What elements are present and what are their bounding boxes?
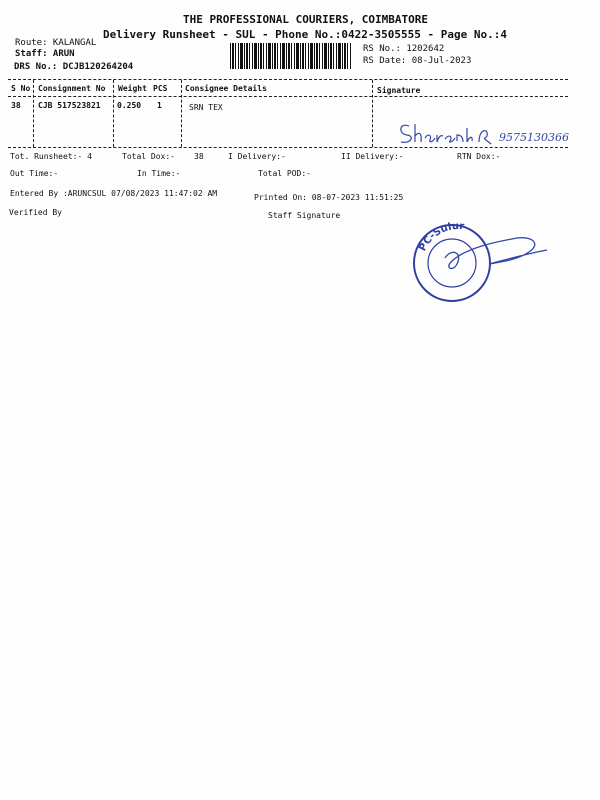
signature-phone: 9575130366 xyxy=(499,131,569,144)
printed-on: Printed On: 08-07-2023 11:51:25 xyxy=(254,193,404,202)
route-label: Route: KALANGAL xyxy=(15,38,97,48)
rs-date: RS Date: 08-Jul-2023 xyxy=(363,56,472,66)
rs-number: RS No.: 1202642 xyxy=(363,44,445,54)
row-consignment: CJB 517523821 xyxy=(38,101,101,110)
header-sno: S No xyxy=(11,84,31,93)
out-time: Out Time:- xyxy=(10,169,59,178)
row-weight: 0.250 xyxy=(117,101,142,110)
total-dox-label: Total Dox:- xyxy=(122,152,175,161)
barcode xyxy=(230,43,352,69)
rtn-dox: RTN Dox:- xyxy=(457,152,501,161)
header-pcs: PCS xyxy=(153,84,168,93)
table-top-rule xyxy=(8,79,568,80)
staff-label: Staff: ARUN xyxy=(15,49,75,59)
col-divider xyxy=(181,80,182,147)
header-consignee: Consignee Details xyxy=(185,84,267,93)
in-time: In Time:- xyxy=(137,169,181,178)
verified-by: Verified By xyxy=(9,208,62,217)
i-delivery: I Delivery:- xyxy=(228,152,286,161)
company-title: THE PROFESSIONAL COURIERS, COIMBATORE xyxy=(183,13,429,26)
row-consignee: SRN TEX xyxy=(189,103,223,112)
total-pod: Total POD:- xyxy=(258,169,311,178)
runsheet-subtitle: Delivery Runsheet - SUL - Phone No.:0422-3505555 - Page No.:4 xyxy=(103,28,507,41)
receiver-signature xyxy=(395,116,570,150)
tot-runsheet: Tot. Runsheet:- 4 xyxy=(10,152,92,161)
stamp-text: PC-Sulur xyxy=(417,220,465,254)
header-signature: Signature xyxy=(377,86,421,95)
header-weight: Weight xyxy=(118,84,147,93)
office-stamp xyxy=(405,218,555,308)
row-pcs: 1 xyxy=(157,101,162,110)
drs-number: DRS No.: DCJB120264204 xyxy=(14,62,134,72)
col-divider xyxy=(113,80,114,147)
entered-by: Entered By :ARUNCSUL 07/08/2023 11:47:02 AM xyxy=(10,189,218,198)
row-sno: 38 xyxy=(11,101,21,110)
table-header-rule xyxy=(8,96,568,97)
col-divider xyxy=(372,80,373,147)
col-divider xyxy=(33,80,34,147)
ii-delivery: II Delivery:- xyxy=(341,152,404,161)
header-consignment: Consignment No xyxy=(38,84,106,93)
staff-signature-label: Staff Signature xyxy=(268,211,341,220)
total-dox-value: 38 xyxy=(194,152,204,161)
staff-signature-scribble xyxy=(445,238,547,269)
